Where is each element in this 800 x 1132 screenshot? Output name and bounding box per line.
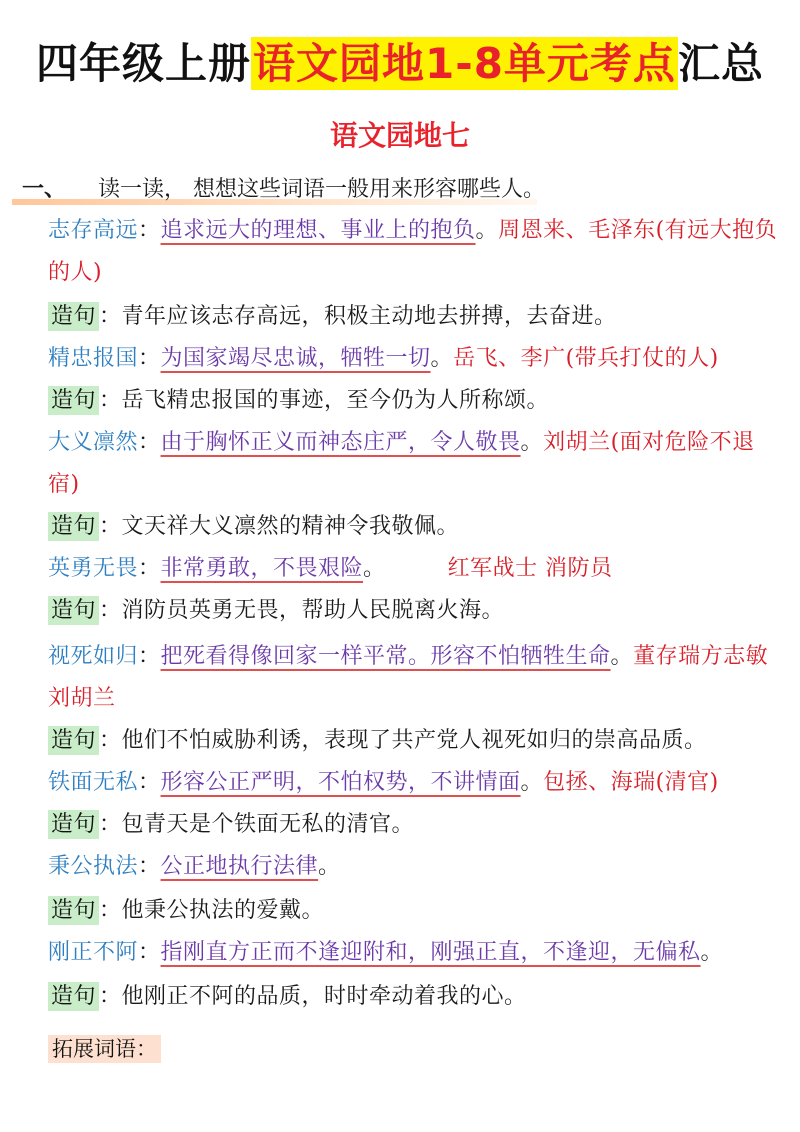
period: 。: [475, 218, 499, 243]
title-prefix: 四年级上册: [36, 39, 252, 88]
period: 。: [520, 430, 544, 455]
colon: ：: [138, 770, 161, 795]
sentence-label: 造句: [48, 302, 99, 331]
example-sentence: [48, 976, 778, 1018]
extension-section: [48, 1032, 161, 1066]
colon: ：: [138, 556, 161, 581]
section-heading-text: 读一读， 想想这些词语一般用来形容哪些人。: [98, 177, 546, 202]
idiom-entry: [48, 422, 778, 506]
title-suffix: 汇总: [677, 39, 764, 88]
section-number: 一、: [22, 176, 67, 202]
example-people: 周恩来、毛泽东(有远大抱负的人): [48, 218, 778, 285]
period: 。: [520, 770, 544, 795]
idiom-term: 精忠报国: [48, 346, 139, 371]
example-sentence: [48, 720, 778, 762]
colon: ：: [99, 304, 122, 329]
sentence-text: 他们不怕威胁利诱，表现了共产党人视死如归的崇高品质。: [121, 728, 707, 753]
period: 。: [363, 556, 386, 581]
colon: ：: [99, 598, 122, 623]
colon: ：: [99, 728, 122, 753]
colon: ：: [99, 984, 122, 1009]
example-sentence: [48, 590, 778, 632]
sentence-text: 文天祥大义凛然的精神令我敬佩。: [121, 514, 460, 539]
sentence-label: 造句: [48, 596, 99, 625]
sentence-text: 包青天是个铁面无私的清官。: [121, 812, 415, 837]
sentence-text: 他刚正不阿的品质，时时牵动着我的心。: [121, 984, 527, 1009]
example-sentence: [48, 804, 778, 846]
colon: ：: [138, 430, 161, 455]
sentence-text: 他秉公执法的爱戴。: [121, 898, 325, 923]
title-highlight: 语文园地1-8单元考点: [253, 39, 676, 88]
colon: ：: [138, 218, 161, 243]
idiom-entry: [48, 210, 778, 294]
idiom-entry: [48, 932, 778, 974]
sentence-label: 造句: [48, 726, 99, 755]
sentence-label: 造句: [48, 982, 99, 1011]
idiom-entry: [48, 636, 778, 720]
page-subtitle: 语文园地七: [329, 119, 470, 152]
idiom-entry: [48, 338, 778, 380]
example-sentence: [48, 380, 778, 422]
idiom-term: 秉公执法: [48, 854, 139, 879]
example-people: 红军战士 消防员: [447, 556, 613, 581]
example-people: 岳飞、李广(带兵打仗的人): [453, 346, 719, 371]
example-people: 包拯、海瑞(清官): [543, 770, 719, 795]
example-sentence: [48, 296, 778, 338]
sentence-label: 造句: [48, 512, 99, 541]
period: 。: [700, 940, 724, 965]
idiom-definition: 为国家竭尽忠诚，牺牲一切: [160, 346, 431, 371]
extension-label: 拓展词语：: [48, 1035, 161, 1063]
example-sentence: [48, 506, 778, 548]
idiom-entry: [48, 762, 778, 804]
idiom-definition: 把死看得像回家一样平常。形容不怕牺牲生命: [160, 644, 611, 669]
colon: ：: [99, 898, 122, 923]
sentence-label: 造句: [48, 386, 99, 415]
idiom-term: 视死如归: [48, 644, 139, 669]
sentence-text: 消防员英勇无畏，帮助人民脱离火海。: [121, 598, 505, 623]
idiom-definition: 公正地执行法律: [160, 854, 319, 879]
idiom-definition: 由于胸怀正义而神态庄严，令人敬畏: [160, 430, 521, 455]
section-heading: [22, 172, 545, 207]
idiom-definition: 非常勇敢，不畏艰险: [160, 556, 364, 581]
page-title: [0, 34, 800, 94]
idiom-definition: 形容公正严明，不怕权势，不讲情面: [160, 770, 521, 795]
colon: ：: [99, 388, 122, 413]
idiom-entry: [48, 548, 778, 590]
idiom-definition: 追求远大的理想、事业上的抱负: [160, 218, 476, 243]
period: 。: [318, 854, 341, 879]
idiom-definition: 指刚直方正而不逢迎附和，刚强正直，不逢迎，无偏私: [160, 940, 701, 965]
idiom-term: 志存高远: [48, 218, 139, 243]
period: 。: [430, 346, 454, 371]
sentence-text: 青年应该志存高远，积极主动地去拼搏，去奋进。: [121, 304, 617, 329]
idiom-term: 大义凛然: [48, 430, 139, 455]
example-people: 董存瑞方志敏 刘胡兰: [48, 644, 769, 711]
idiom-term: 铁面无私: [48, 770, 139, 795]
colon: ：: [138, 644, 161, 669]
example-people: 刘胡兰(面对危险不退宿): [48, 430, 755, 497]
colon: ：: [138, 854, 161, 879]
sentence-label: 造句: [48, 896, 99, 925]
example-sentence: [48, 890, 778, 932]
colon: ：: [138, 346, 161, 371]
colon: ：: [99, 514, 122, 539]
sentence-label: 造句: [48, 810, 99, 839]
colon: ：: [138, 940, 161, 965]
idiom-term: 刚正不阿: [48, 940, 139, 965]
idiom-term: 英勇无畏: [48, 556, 139, 581]
period: 。: [610, 644, 634, 669]
colon: ：: [99, 812, 122, 837]
idiom-entry: [48, 846, 778, 888]
sentence-text: 岳飞精忠报国的事迹，至今仍为人所称颂。: [121, 388, 550, 413]
